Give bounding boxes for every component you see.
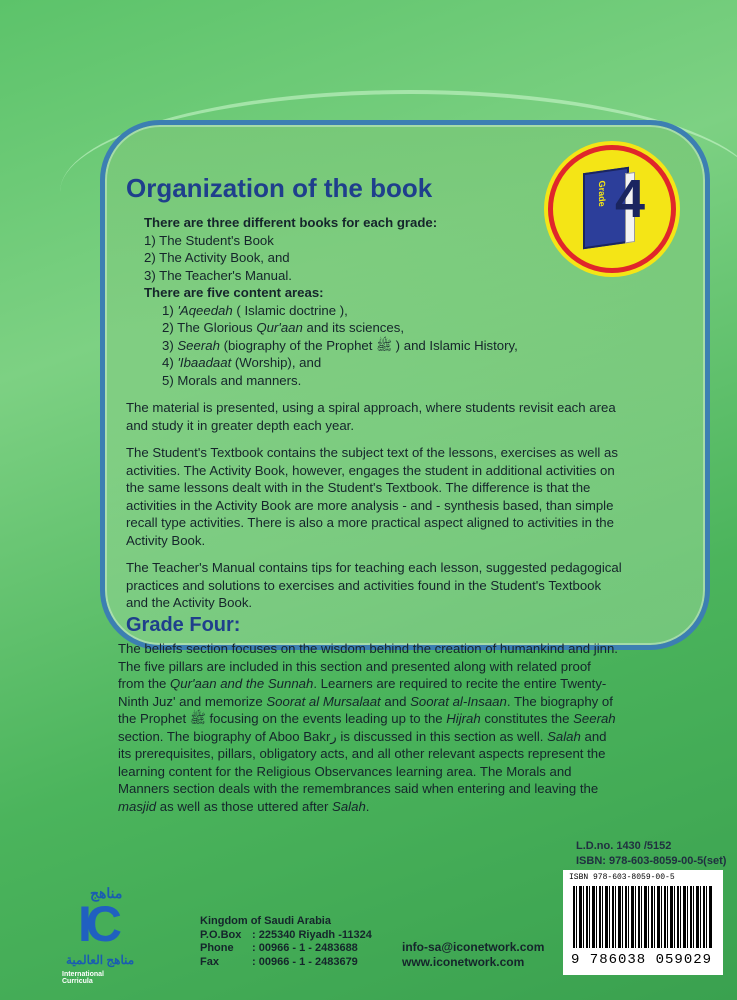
isbn-text: ISBN: 978-603-8059-00-5(set) <box>576 855 727 867</box>
legal-deposit-number: L.D.no. 1430 /5152 <box>576 840 672 852</box>
logo-arabic-top: مناهج <box>90 885 123 901</box>
book-label: Grade <box>597 179 607 208</box>
paragraph-manual: The Teacher's Manual contains tips for teaching each lesson, suggested pedagogical practices and solutions to exercises and activities found in the Student's Textbook and the Activity Book. <box>126 560 622 610</box>
barcode-number: 9 786038 059029 <box>571 952 713 968</box>
paragraph-textbook: The Student's Textbook contains the subject text of the lessons, exercises as well as activities. The Activity Book, however, engages the student in additional activities on the same lessons dealt with in the Student's Textbook. The difference is that the activities in the Activity Book are more analysis - and - synthesis based, than simple recall type activities. There is also a more practical aspect aligned to activities in the Activity Book. <box>126 445 618 548</box>
logo-letters: IC <box>78 896 116 952</box>
paragraph-spiral: The material is presented, using a spiral approach, where students revisit each area and study it in greater depth each year. <box>126 400 616 433</box>
grade-heading: Grade Four: <box>126 614 241 636</box>
email-link[interactable]: info-sa@iconetwork.com <box>402 940 545 954</box>
list-item: 3) Seerah (biography of the Prophet ﷺ ) and Islamic History, <box>162 337 518 353</box>
address-country: Kingdom of Saudi Arabia <box>200 915 331 927</box>
address-pobox: P.O.Box : 225340 Riyadh -11324 <box>200 928 372 941</box>
list-item: 1) 'Aqeedah ( Islamic doctrine ), <box>162 302 348 318</box>
grade-description: The beliefs section focuses on the wisdom behind the creation of humankind and jinn. The five pillars are included in this section and presented along with related proof from the Qur'aan and the Sunnah. Learners are required to recite the entire Twenty-Ninth Juz' and memorize Soorat al Mursalaat and Soorat al-Insaan. The biography of the Prophet ﷺ focusing on the events leading up to the Hijrah constitutes the Seerah section. The biography of Aboo Bakrر is discussed in this section as well. Salah and its prerequisites, pillars, obligatory acts, and all other relevant aspects represent the learning content for the Religious Observances learning area. The Morals and Manners section deals with the remembrances said when entering and leaving the masjid as well as those uttered after Salah. <box>118 641 618 814</box>
grade-number: 4 <box>615 169 646 229</box>
barcode-bars <box>573 886 713 948</box>
website-link[interactable]: www.iconetwork.com <box>402 955 525 969</box>
logo-arabic-bottom: مناهج العالمية <box>66 953 135 967</box>
contact-info <box>402 940 544 970</box>
barcode <box>563 870 723 975</box>
list-item: 2) The Glorious Qur'aan and its sciences, <box>162 320 404 335</box>
books-list <box>144 232 626 285</box>
areas-heading: There are five content areas: <box>144 285 324 300</box>
books-heading: There are three different books for each grade: <box>144 215 438 230</box>
page-title: Organization of the book <box>126 173 433 203</box>
list-item: 5) Morals and manners. <box>162 372 302 388</box>
barcode-isbn: ISBN 978-603-8059-00-5 <box>569 873 675 882</box>
logo-caption: International Curricula <box>62 971 105 985</box>
areas-list <box>162 302 626 390</box>
list-item: 3) The Teacher's Manual. <box>144 267 292 283</box>
intro-block <box>144 214 626 389</box>
main-content <box>126 173 626 612</box>
list-item: 1) The Student's Book <box>144 232 274 248</box>
address-phone: Phone : 00966 - 1 - 2483688 <box>200 942 358 954</box>
address-fax: Fax : 00966 - 1 - 2483679 <box>200 955 358 968</box>
list-item: 2) The Activity Book, and <box>144 250 290 265</box>
publisher-address <box>200 915 372 969</box>
list-item: 4) 'Ibaadaat (Worship), and <box>162 355 322 370</box>
publisher-logo <box>60 885 135 985</box>
